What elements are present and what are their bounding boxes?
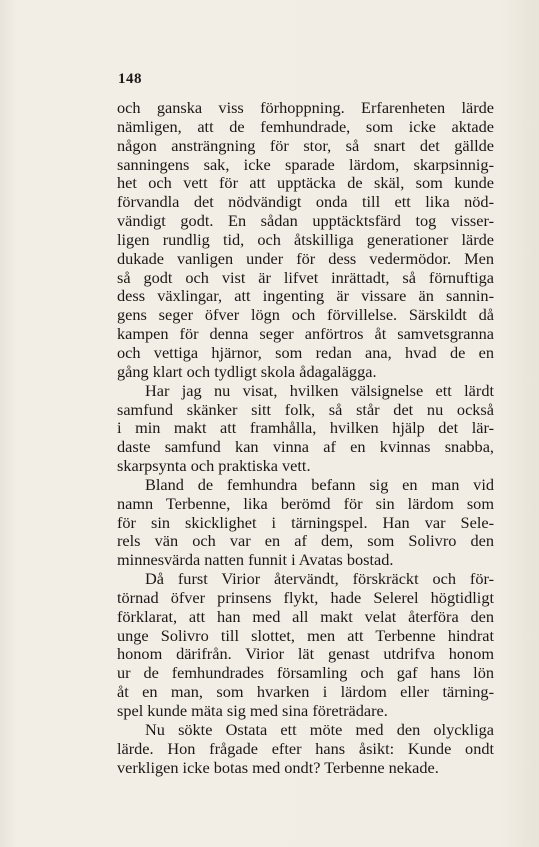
text-line: verkligen icke botas med ondt? Terbenne nekade. bbox=[117, 758, 439, 777]
text-line: förklarat, att han med all makt velat återföra den bbox=[117, 607, 494, 626]
paragraph bbox=[117, 99, 494, 382]
text-line: åt en man, som hvarken i lärdom eller tärning- bbox=[117, 683, 494, 702]
text-line: unge Solivro till slottet, men att Terbenne hindrat bbox=[117, 626, 494, 645]
text-line: daste samfund kan vinna af en kvinnas snabba, bbox=[117, 438, 494, 457]
text-line: någon ansträngning för stor, så snart det gällde bbox=[117, 136, 494, 155]
text-line: dess växlingar, att ingenting är vissare än sannin- bbox=[117, 287, 494, 306]
text-line: för sin skicklighet i tärningspel. Han var Sele- bbox=[117, 513, 494, 532]
text-line: och ganska viss förhoppning. Erfarenheten lärde bbox=[117, 99, 494, 117]
paragraph bbox=[117, 721, 494, 778]
text-line: i min makt att framhålla, hvilken hjälp det lär- bbox=[117, 419, 494, 438]
text-line: skarpsynta och praktiska vett. bbox=[117, 457, 311, 476]
text-line: Då furst Virior återvändt, förskräckt och för- bbox=[145, 570, 494, 589]
paragraph bbox=[117, 570, 494, 721]
text-line: Bland de femhundra befann sig en man vid bbox=[145, 475, 494, 494]
text-line: gens seger öfver lögn och förvillelse. Särskildt då bbox=[117, 306, 494, 325]
body-text bbox=[117, 99, 494, 777]
text-line: törnad öfver prinsens flykt, hade Selerel högtidligt bbox=[117, 588, 494, 607]
text-line: ligen rundlig tid, och åtskilliga generationer lärde bbox=[117, 230, 494, 249]
text-line: samfund skänker sitt folk, så står det nu också bbox=[117, 400, 494, 419]
text-line: nämligen, att de femhundrade, som icke aktade bbox=[117, 117, 494, 136]
text-line: Har jag nu visat, hvilken välsignelse ett lärdt bbox=[145, 381, 494, 400]
text-line: sanningens sak, icke sparade lärdom, skarpsinnig- bbox=[117, 155, 494, 174]
text-line: vändigt godt. En sådan upptäcktsfärd tog visser- bbox=[117, 212, 494, 231]
text-line: lärde. Hon frågade efter hans åsikt: Kunde ondt bbox=[117, 739, 494, 758]
text-line: Nu sökte Ostata ett möte med den olyckliga bbox=[145, 720, 494, 739]
text-line: namn Terbenne, lika berömd för sin lärdom som bbox=[117, 494, 494, 513]
text-line: het och vett för att upptäcka de skäl, som kunde bbox=[117, 174, 494, 193]
text-line: dukade vanligen under för dess vedermödor. Men bbox=[117, 249, 494, 268]
text-line: och vettiga hjärnor, som redan ana, hvad de en bbox=[117, 343, 494, 362]
text-line: så godt och vist är lifvet inrättadt, så förnuftiga bbox=[117, 268, 494, 287]
text-line: förvandla det nödvändigt onda till ett lika nöd- bbox=[117, 193, 494, 212]
paragraph bbox=[117, 382, 494, 476]
paragraph bbox=[117, 476, 494, 570]
text-line: spel kunde mäta sig med sina företrädare. bbox=[117, 702, 388, 720]
text-line: gång klart och tydligt skola ådagalägga. bbox=[117, 362, 377, 381]
page-number: 148 bbox=[118, 71, 142, 87]
text-line: ur de femhundrades församling och gaf hans lön bbox=[117, 664, 494, 683]
text-line: rels vän och var en af dem, som Solivro den bbox=[117, 532, 494, 551]
text-line: kampen för denna seger anförtros åt samvetsgranna bbox=[117, 325, 494, 344]
text-line: honom därifrån. Virior lät genast utdrifva honom bbox=[117, 645, 494, 664]
text-line: minnesvärda natten funnit i Avatas bostad. bbox=[117, 551, 394, 570]
